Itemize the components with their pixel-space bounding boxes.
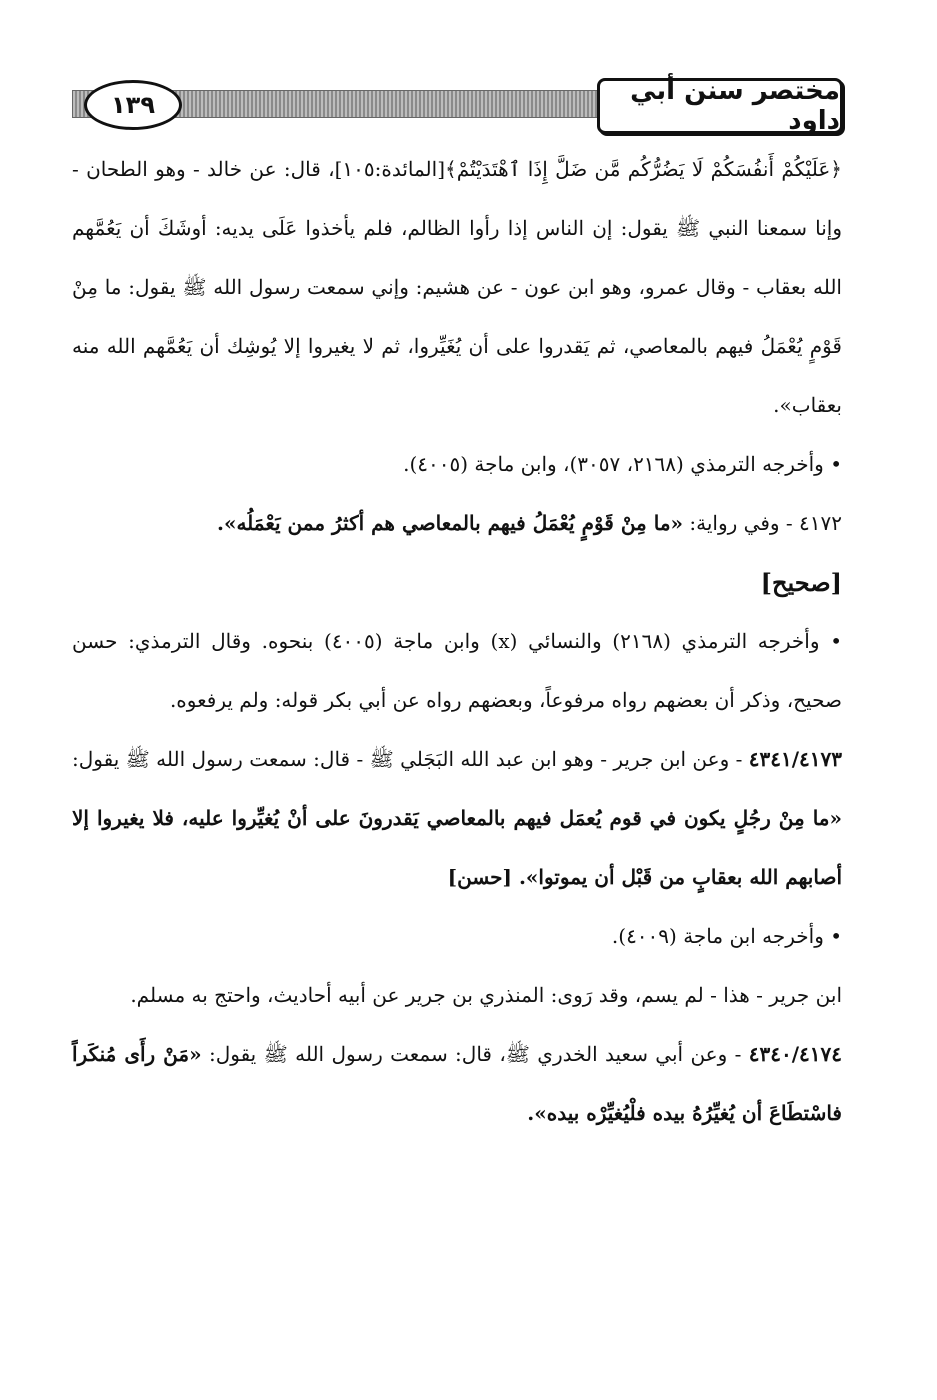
- text-span: - وعن ابن جرير - وهو ابن عبد الله البَجَلي ﷺ - قال: سمعت رسول الله ﷺ يقول:: [72, 747, 749, 771]
- page-number: ١٣٩: [84, 80, 182, 130]
- hadith-text: [صحيح]: [760, 568, 842, 597]
- paragraph: [72, 612, 842, 730]
- text-span: • وأخرجه ابن ماجة (٤٠٠٩).: [611, 924, 842, 948]
- hadith-text: «ما مِنْ قَوْمٍ يُعْمَلُ فيهم بالمعاصي هم أكثرُ ممن يَعْمَلُه».: [217, 511, 684, 535]
- paragraph: [72, 907, 842, 966]
- hadith-text: ٤٣٤١/٤١٧٣: [748, 747, 842, 771]
- hadith-text: ٤٣٤٠/٤١٧٤: [748, 1042, 842, 1066]
- text-span: ﴿عَلَيْكُمْ أَنفُسَكُمْ لَا يَضُرُّكُم مَّن ضَلَّ إِذَا ٱهْتَدَيْتُمْ﴾[المائدة:١٠٥]، قال: عن خالد - وهو الطحان - وإنا سمعنا النبي ﷺ يقول: إن الناس إذا رأوا الظالم، فلم يأخذوا عَلَى يديه: أوشَكَ أن يَعُمَّهم الله بعقاب - وقال عمرو، وهو ابن عون - عن هشيم: وإني سمعت رسول الله ﷺ يقول: ما مِنْ قَوْمٍ يُعْمَلُ فيهم بالمعاصي، ثم يَقدروا على أن يُغَيِّروا، ثم لا يغيروا إلا يُوشِك أن يَعُمَّهم الله منه بعقاب».: [72, 157, 842, 417]
- hadith-text: «ما مِنْ رجُلٍ يكون في قوم يُعمَل فيهم بالمعاصي يَقدرونَ على أنْ يُغيِّروا عليه، فلا يغيروا إلا أصابهم الله بعقابٍ من قَبْل أن يموتوا». [حسن]: [72, 806, 842, 889]
- text-span: • وأخرجه الترمذي (٢١٦٨، ٣٠٥٧)، وابن ماجة (٤٠٠٥).: [403, 452, 842, 476]
- paragraph: [72, 966, 842, 1025]
- text-body: [72, 140, 842, 1143]
- book-title: مختصر سنن أبي داود: [597, 78, 843, 134]
- paragraph: [72, 140, 842, 435]
- text-span: ٤١٧٢ - وفي رواية:: [683, 511, 842, 535]
- paragraph: [72, 494, 842, 553]
- hadith-text: «مَنْ رأَى مُنكَراً فاسْتطَاعَ أن يُغيِّرُهُ بيده فلْيُغيِّرْه بيده».: [72, 1042, 842, 1125]
- text-span: - وعن أبي سعيد الخدري ﷺ، قال: سمعت رسول الله ﷺ يقول:: [201, 1042, 749, 1066]
- text-span: ابن جرير - هذا - لم يسم، وقد رَوى: المنذري بن جرير عن أبيه أحاديث، واحتج به مسلم.: [130, 983, 842, 1007]
- paragraph: [72, 1025, 842, 1143]
- paragraph: [72, 730, 842, 907]
- grade-label: [72, 553, 842, 612]
- paragraph: [72, 435, 842, 494]
- text-span: • وأخرجه الترمذي (٢١٦٨) والنسائي (x) وابن ماجة (٤٠٠٥) بنحوه. وقال الترمذي: حسن صحيح، وذكر أن بعضهم رواه مرفوعاً، وبعضهم رواه عن أبي بكر قوله: ولم يرفعوه.: [72, 629, 842, 712]
